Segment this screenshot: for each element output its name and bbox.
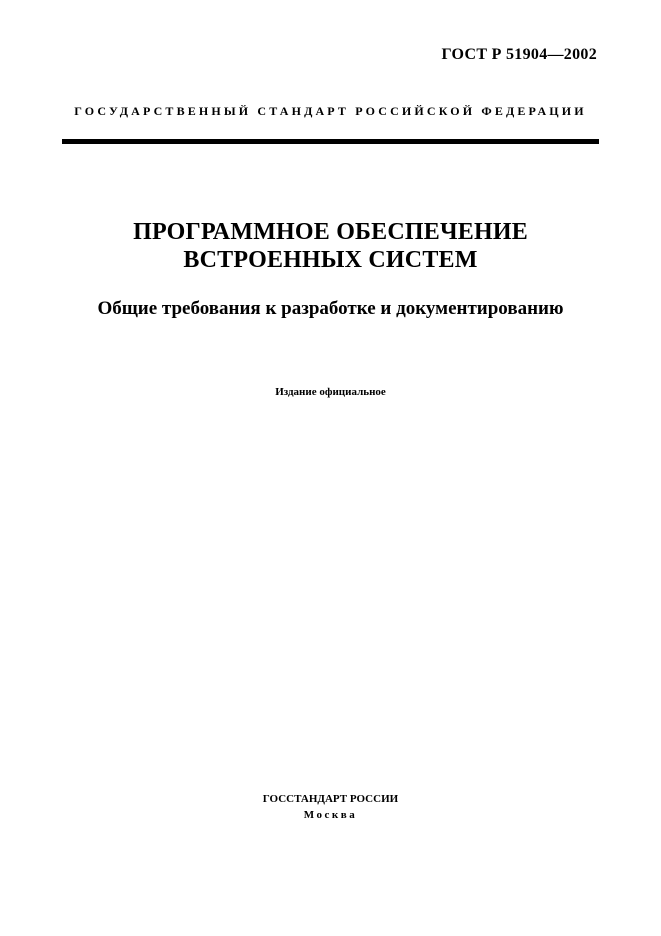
title-line-2: ВСТРОЕННЫХ СИСТЕМ [183,247,478,273]
heading-divider [62,139,599,144]
state-standard-heading: ГОСУДАРСТВЕННЫЙ СТАНДАРТ РОССИЙСКОЙ ФЕДЕРАЦИИ [74,104,587,118]
document-title [0,218,661,274]
publication-city: Москва [303,809,358,821]
edition-note: Издание официальное [275,386,386,398]
title-line-1: ПРОГРАММНОЕ ОБЕСПЕЧЕНИЕ [133,219,528,245]
document-number: ГОСТ Р 51904—2002 [441,46,597,63]
publisher-name: ГОССТАНДАРТ РОССИИ [262,793,399,805]
document-subtitle: Общие требования к разработке и документированию [97,298,564,319]
